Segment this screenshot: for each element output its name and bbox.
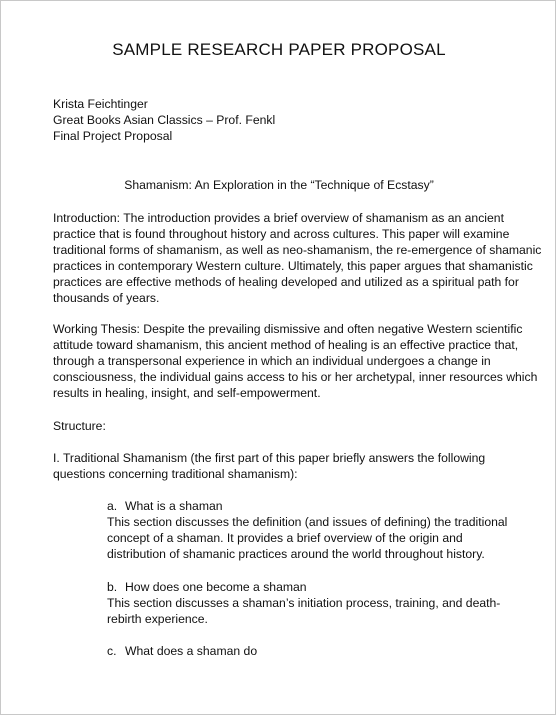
list-item-title: What is a shaman [125,499,223,513]
list-item-heading [107,579,527,595]
list-item-b [107,579,527,627]
document-title: SAMPLE RESEARCH PAPER PROPOSAL [112,40,446,59]
list-item-line: distribution of shamanic practices around the world throughout history. [107,547,485,561]
thesis-paragraph [53,321,538,401]
author-header [53,96,523,144]
list-item-line: concept of a shaman. It provides a brief overview of the origin and [107,531,463,545]
assignment-name: Final Project Proposal [53,129,173,143]
thesis-line: consciousness, the individual gains access to his or her archetypal, inner resources which [53,370,538,384]
list-item-heading [107,643,527,659]
introduction-line: traditional forms of shamanism, as well as neo-shamanism, the re-emergence of shamanic [53,243,542,257]
list-item-title: How does one become a shaman [125,580,307,594]
introduction-line: practices are effective methods of healing developed and utilized as a spiritual path for [53,275,519,289]
thesis-line: Working Thesis: Despite the prevailing dismissive and often negative Western scientific [53,322,523,336]
section-one-line: I. Traditional Shamanism (the first part of this paper briefly answers the following [53,451,486,465]
introduction-paragraph [53,210,542,306]
list-marker: a. [107,499,118,513]
section-one-paragraph [53,450,523,482]
list-item-c [107,643,527,659]
paper-subtitle: Shamanism: An Exploration in the “Technique of Ecstasy” [124,178,434,192]
thesis-line: attitude toward shamanism, this ancient method of healing is an effective practice that, [53,338,519,352]
list-item-line: rebirth experience. [107,612,208,626]
introduction-line: practices in contemporary Western culture. Ultimately, this paper argues that shamanistic [53,259,533,273]
list-item-title: What does a shaman do [125,644,258,658]
introduction-line: thousands of years. [53,291,160,305]
course-name: Great Books Asian Classics – Prof. Fenkl [53,113,276,127]
thesis-line: results in healing, insight, and self-empowerment. [53,386,321,400]
author-name: Krista Feichtinger [53,97,148,111]
list-item-a [107,498,527,562]
structure-heading: Structure: [53,419,106,433]
thesis-line: through a transpersonal experience in which an individual undergoes a change in [53,354,491,368]
list-marker: b. [107,580,118,594]
list-item-line: This section discusses the definition (and issues of defining) the traditional [107,515,508,529]
introduction-line: Introduction: The introduction provides a brief overview of shamanism as an ancient [53,211,504,225]
list-item-line: This section discusses a shaman’s initiation process, training, and death- [107,596,501,610]
list-marker: c. [107,644,117,658]
section-one-line: questions concerning traditional shamanism): [53,467,298,481]
structure-label [53,418,523,434]
introduction-line: practice that is found throughout history and across cultures. This paper will examine [53,227,510,241]
list-item-heading [107,498,527,514]
